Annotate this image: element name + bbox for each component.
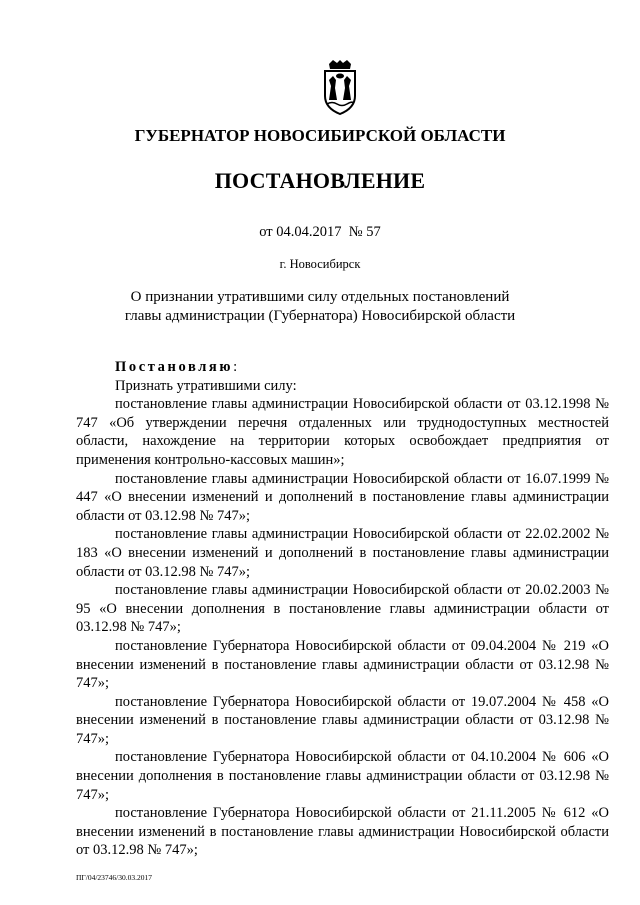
document-body	[76, 358, 609, 860]
coat-of-arms-icon	[319, 60, 361, 116]
list-item: постановление Губернатора Новосибирской области от 09.04.2004 № 219 «О внесении изменений в постановление главы администрации области от 03.12.98 № 747»;	[76, 637, 609, 692]
document-subject	[0, 288, 640, 326]
footer-code: ПГ/04/23746/30.03.2017	[76, 873, 153, 882]
date-line-text: от 04.04.2017 № 57	[259, 224, 381, 240]
subject-line-2: главы администрации (Губернатора) Новосибирской области	[124, 308, 516, 324]
authority-title: ГУБЕРНАТОР НОВОСИБИРСКОЙ ОБЛАСТИ	[134, 126, 506, 145]
document-type-title: ПОСТАНОВЛЕНИЕ	[214, 168, 426, 193]
list-item: постановление Губернатора Новосибирской области от 21.11.2005 № 612 «О внесении изменений в постановление главы администрации Новосибирской области от 03.12.98 № 747»;	[76, 805, 609, 859]
decree-colon: :	[233, 359, 238, 375]
list-item: постановление Губернатора Новосибирской области от 04.10.2004 № 606 «О внесении дополнения в постановление главы администрации области от 03.12.98 № 747»;	[76, 749, 609, 803]
list-item: постановление Губернатора Новосибирской области от 19.07.2004 № 458 «О внесении изменений в постановление главы администрации области от 03.12.98 № 747»;	[76, 693, 609, 747]
city-line: г. Новосибирск	[279, 257, 361, 271]
date-number-line	[0, 224, 640, 241]
list-item: постановление главы администрации Новосибирской области от 16.07.1999 № 447 «О внесении изменений и дополнений в постановление главы администрации области от 03.12.98 № 747»;	[76, 470, 609, 524]
subject-line-1: О признании утратившими силу отдельных постановлений	[130, 289, 510, 305]
intro-line: Признать утратившими силу:	[115, 377, 297, 394]
list-item: постановление главы администрации Новосибирской области от 03.12.1998 № 747 «Об утверждении перечня отдаленных или труднодоступных местностей области, нахождение на территории которых освобождает предприятия от применения контрольно-кассовых машин»;	[76, 396, 609, 468]
decree-word-line	[76, 358, 609, 377]
list-item: постановление главы администрации Новосибирской области от 22.02.2002 № 183 «О внесении изменений и дополнений в постановление главы администрации области от 03.12.98 № 747»;	[76, 526, 609, 580]
decree-word: Постановляю	[115, 359, 234, 375]
list-item: постановление главы администрации Новосибирской области от 20.02.2003 № 95 «О внесении дополнения в постановление главы администрации области от 03.12.98 № 747»;	[76, 582, 609, 636]
